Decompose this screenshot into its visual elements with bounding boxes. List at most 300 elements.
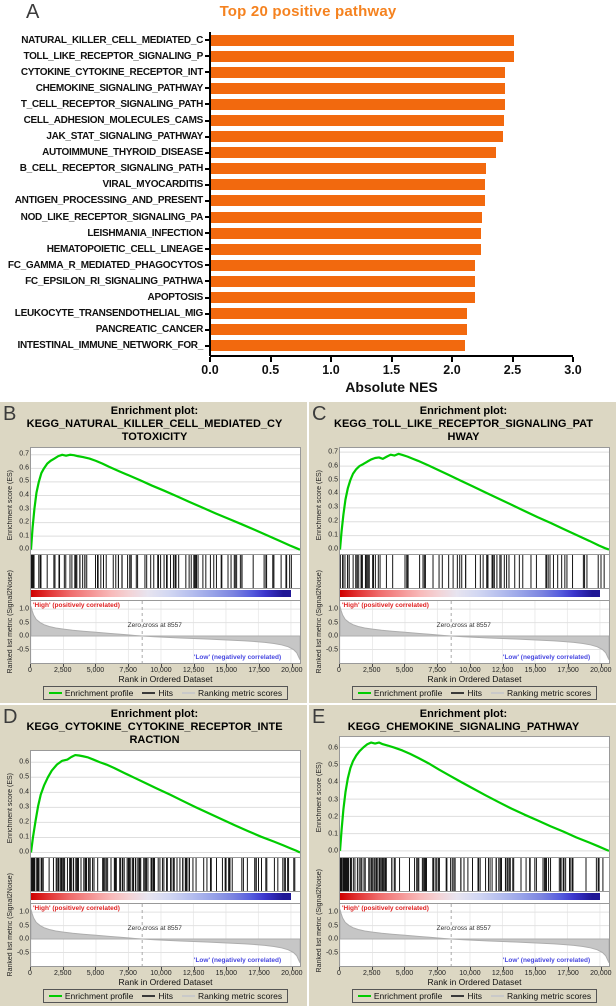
es-tick-label: 0.5 (328, 761, 338, 769)
legend-label: Enrichment profile (373, 991, 443, 1001)
x-tick-label: 0.0 (201, 363, 219, 377)
es-tick-label: 0.6 (328, 744, 338, 752)
gsea-panel-letter: C (312, 403, 327, 425)
gsea-panel-letter: E (312, 706, 326, 728)
legend-label: Hits (158, 991, 174, 1001)
bar-row (0, 338, 616, 354)
x-tick-mark (330, 357, 332, 362)
gsea-plot-column (325, 447, 612, 700)
legend-label: Hits (158, 688, 174, 698)
es-tick-label: 0.2 (328, 517, 338, 525)
bar-label: NOD_LIKE_RECEPTOR_SIGNALING_PA (20, 211, 203, 223)
enrichment-score-chart (328, 736, 610, 858)
high-correlated-label: 'High' (positively correlated) (342, 905, 429, 912)
legend-item (491, 688, 591, 698)
legend-label: Enrichment profile (64, 688, 134, 698)
es-tick-label: 0.3 (328, 796, 338, 804)
es-tick-label: 0.7 (328, 448, 338, 456)
rank-tick-label: 5,000 (86, 970, 105, 977)
gsea-panel-letter: B (3, 403, 17, 425)
bar (210, 131, 503, 142)
gsea-panel (0, 705, 307, 1006)
bar-row (0, 64, 616, 80)
metric-axis-label: Ranked list metric (Signal2Noise) (315, 569, 323, 674)
bar-label: TOLL_LIKE_RECEPTOR_SIGNALING_P (23, 50, 203, 62)
legend-item (182, 688, 282, 698)
bar (210, 163, 486, 174)
es-tick-label: 0.0 (328, 545, 338, 553)
bar (210, 147, 496, 158)
es-tick-label: 0.0 (19, 848, 29, 856)
ranked-metric-area (340, 606, 609, 659)
es-tick-label: 0.1 (328, 830, 338, 838)
x-tick-mark (451, 357, 453, 362)
rank-axis-label: Rank in Ordered Dataset (427, 977, 522, 987)
bar-label: APOPTOSIS (147, 292, 203, 304)
rank-tick-label: 5,000 (86, 667, 105, 674)
es-tick-label: 0.3 (19, 803, 29, 811)
x-tick-label: 3.0 (564, 363, 582, 377)
legend-label: Enrichment profile (64, 991, 134, 1001)
bar (210, 195, 485, 206)
metric-tick-label: 1.0 (328, 908, 338, 916)
metric-axis-label: Ranked list metric (Signal2Noise) (6, 569, 14, 674)
gradient-bar (31, 893, 291, 900)
bar-row (0, 322, 616, 338)
rank-tick-label: 15,000 (524, 970, 547, 977)
zero-cross-label: Zero cross at 8557 (127, 925, 182, 933)
legend-label: Ranking metric scores (507, 688, 592, 698)
metric-tick-label: 1.0 (19, 605, 29, 613)
bar-row (0, 32, 616, 48)
rank-tick-label: 17,500 (248, 667, 270, 674)
legend-label: Hits (467, 991, 483, 1001)
x-tick-label: 0.5 (261, 363, 280, 377)
metric-tick-label: 0.5 (19, 619, 29, 627)
es-tick-label: 0.4 (328, 489, 338, 497)
bar-row (0, 96, 616, 112)
es-tick-label: 0.0 (19, 545, 29, 553)
bar-row (0, 161, 616, 177)
es-tick-label: 0.5 (328, 476, 338, 484)
x-tick-mark (512, 357, 514, 362)
es-tick-label: 0.7 (19, 450, 29, 458)
rank-tick-label: 12,500 (491, 667, 514, 674)
bar-track (210, 147, 573, 158)
bar-row (0, 306, 616, 322)
enrichment-profile-curve (340, 743, 609, 851)
pathway-name: KEGG_NATURAL_KILLER_CELL_MEDIATED_CYTOTOXICITY (26, 418, 283, 444)
rank-tick-label: 0 (28, 667, 32, 674)
bar-row (0, 48, 616, 64)
pathway-name: KEGG_TOLL_LIKE_RECEPTOR_SIGNALING_PATHWAY (334, 418, 593, 444)
gsea-plot-body (313, 447, 610, 700)
bar-track (210, 276, 573, 287)
metric-tick-label: 0.0 (328, 632, 338, 640)
bar (210, 292, 475, 303)
es-tick-label: 0.3 (328, 503, 338, 511)
high-correlated-label: 'High' (positively correlated) (33, 905, 120, 912)
bar-row (0, 290, 616, 306)
rank-tick-label: 10,000 (150, 970, 172, 977)
gsea-panel (309, 705, 616, 1006)
bar-track (210, 35, 573, 46)
bar (210, 228, 481, 239)
metric-axis-label: Ranked list metric (Signal2Noise) (6, 872, 14, 977)
bar-track (210, 212, 573, 223)
legend-item (358, 688, 443, 698)
gsea-panel (0, 402, 307, 703)
legend-item (451, 688, 482, 698)
legend-item (491, 991, 591, 1001)
correlation-gradient (30, 892, 301, 904)
bar (210, 244, 481, 255)
es-tick-label: 0.1 (328, 531, 338, 539)
legend-item (49, 688, 134, 698)
bar (210, 179, 485, 190)
es-tick-label: 0.2 (328, 813, 338, 821)
es-tick-label: 0.2 (19, 518, 29, 526)
x-tick-mark (270, 357, 272, 362)
enrichment-profile-curve (31, 454, 300, 549)
bar (210, 83, 505, 94)
correlation-gradient (339, 892, 610, 904)
metric-tick-label: 0.0 (19, 632, 29, 640)
bar-row (0, 80, 616, 96)
bar-track (210, 51, 573, 62)
rank-axis-ticks (30, 967, 301, 977)
bar (210, 51, 514, 62)
legend-dash-icon (451, 995, 464, 997)
bar-track (210, 115, 573, 126)
bar-label: HEMATOPOIETIC_CELL_LINEAGE (46, 243, 203, 255)
rank-tick-label: 17,500 (557, 970, 579, 977)
enrichment-plot-label: Enrichment plot: (419, 405, 508, 417)
gsea-panel-letter: D (3, 706, 18, 728)
gsea-panel (309, 402, 616, 703)
zero-cross-label: Zero cross at 8557 (436, 925, 491, 933)
bar-track (210, 260, 573, 271)
enrichment-score-chart (19, 447, 301, 555)
bar (210, 260, 475, 271)
ranked-metric-area (340, 909, 609, 962)
hits-strip (339, 555, 610, 589)
legend-item (451, 991, 482, 1001)
rank-tick-label: 20,000 (590, 970, 612, 977)
rank-tick-label: 10,000 (459, 970, 481, 977)
es-tick-label: 0.5 (19, 477, 29, 485)
metric-tick-label: 0.5 (19, 922, 29, 930)
x-tick-mark (391, 357, 393, 362)
legend-label: Ranking metric scores (198, 688, 283, 698)
gradient-bar (340, 590, 600, 597)
bar (210, 99, 505, 110)
pathway-name: KEGG_CHEMOKINE_SIGNALING_PATHWAY (347, 721, 580, 734)
bar (210, 308, 467, 319)
es-tick-label: 0.6 (19, 464, 29, 472)
rank-tick-label: 7,500 (428, 667, 446, 674)
gsea-plot-body (4, 750, 301, 1003)
es-tick-label: 0.4 (19, 491, 29, 499)
zero-cross-label: Zero cross at 8557 (436, 622, 491, 630)
es-tick-label: 0.4 (328, 778, 338, 786)
pathway-name: KEGG_CYTOKINE_CYTOKINE_RECEPTOR_INTERACTION (26, 721, 283, 747)
ranked-metric-chart (16, 904, 301, 967)
legend-dash-icon (358, 995, 371, 997)
correlation-gradient (339, 589, 610, 601)
legend-dash-icon (491, 995, 504, 997)
rank-tick-label: 12,500 (182, 667, 205, 674)
bar-row (0, 177, 616, 193)
ranked-metric-chart (325, 601, 610, 664)
rank-tick-label: 2,500 (362, 970, 381, 977)
gsea-panel-title (24, 708, 285, 748)
low-correlated-label: 'Low' (negatively correlated) (502, 957, 591, 964)
bar-row (0, 145, 616, 161)
bar-track (210, 163, 573, 174)
rank-axis-ticks (339, 664, 610, 674)
rank-tick-label: 20,000 (281, 970, 303, 977)
bar (210, 276, 475, 287)
rank-axis-label: Rank in Ordered Dataset (427, 674, 522, 684)
hits-strip (30, 858, 301, 892)
bar-label: AUTOIMMUNE_THYROID_DISEASE (42, 147, 203, 159)
y-axis-line (209, 32, 211, 356)
gsea-panel-title (333, 405, 594, 445)
metric-tick-label: -0.5 (325, 949, 338, 957)
rank-tick-label: 12,500 (491, 970, 514, 977)
rank-tick-label: 20,000 (590, 667, 612, 674)
bar-track (210, 244, 573, 255)
bar (210, 340, 465, 351)
bar-label: LEUKOCYTE_TRANSENDOTHELIAL_MIG (14, 308, 203, 320)
x-axis-label: Absolute NES (345, 379, 438, 395)
rank-tick-label: 5,000 (395, 667, 414, 674)
rank-tick-label: 7,500 (119, 970, 137, 977)
bar-row (0, 225, 616, 241)
rank-axis-label: Rank in Ordered Dataset (118, 977, 213, 987)
es-tick-label: 0.5 (19, 773, 29, 781)
enrichment-plot-label: Enrichment plot: (110, 708, 199, 720)
enrichment-plot-label: Enrichment plot: (110, 405, 199, 417)
legend-item (182, 991, 282, 1001)
gsea-legend (352, 686, 597, 700)
bar-row (0, 273, 616, 289)
legend-dash-icon (358, 692, 371, 694)
rank-tick-label: 0 (337, 667, 341, 674)
legend-dash-icon (49, 692, 62, 694)
rank-tick-label: 2,500 (362, 667, 381, 674)
gsea-grid (0, 402, 616, 1008)
metric-tick-label: -0.5 (16, 646, 29, 654)
rank-axis-label: Rank in Ordered Dataset (118, 674, 213, 684)
bar-label: FC_GAMMA_R_MEDIATED_PHAGOCYTOS (7, 259, 203, 271)
low-correlated-label: 'Low' (negatively correlated) (193, 654, 282, 661)
gsea-plot-body (4, 447, 301, 700)
bar-track (210, 228, 573, 239)
bar-row (0, 193, 616, 209)
legend-dash-icon (451, 692, 464, 694)
es-axis-label: Enrichment score (ES) (6, 469, 14, 541)
metric-tick-label: 0.5 (328, 619, 338, 627)
rank-tick-label: 10,000 (150, 667, 172, 674)
rank-tick-label: 2,500 (53, 667, 72, 674)
high-correlated-label: 'High' (positively correlated) (342, 602, 429, 609)
rank-axis-ticks (339, 967, 610, 977)
bar (210, 35, 514, 46)
panel-a-title: Top 20 positive pathway (219, 3, 397, 20)
rank-tick-label: 17,500 (557, 667, 579, 674)
correlation-gradient (30, 589, 301, 601)
gsea-plot-body (313, 736, 610, 1003)
legend-dash-icon (182, 692, 195, 694)
bar-label: NATURAL_KILLER_CELL_MEDIATED_C (21, 34, 203, 46)
bar (210, 67, 505, 78)
low-correlated-label: 'Low' (negatively correlated) (193, 957, 282, 964)
bar-track (210, 292, 573, 303)
rank-tick-label: 0 (337, 970, 341, 977)
ranked-metric-area (31, 909, 300, 962)
rank-tick-label: 10,000 (459, 667, 481, 674)
es-tick-label: 0.2 (19, 818, 29, 826)
gsea-axis-gutter (313, 447, 339, 700)
legend-item (49, 991, 134, 1001)
x-tick-mark (209, 357, 211, 362)
bar-row (0, 241, 616, 257)
es-axis-label: Enrichment score (ES) (315, 762, 323, 833)
metric-tick-label: 0.5 (328, 922, 338, 930)
bar-row (0, 112, 616, 128)
bar-row (0, 129, 616, 145)
bar-row (0, 257, 616, 273)
bar-label: VIRAL_MYOCARDITIS (102, 179, 203, 191)
legend-dash-icon (142, 995, 155, 997)
x-tick-label: 2.5 (503, 363, 522, 377)
bar-label: CELL_ADHESION_MOLECULES_CAMS (23, 115, 203, 127)
legend-item (142, 991, 173, 1001)
metric-tick-label: 0.0 (19, 935, 29, 943)
bar-track (210, 83, 573, 94)
enrichment-score-chart (328, 447, 610, 555)
es-tick-label: 0.4 (19, 788, 29, 796)
gsea-panel-title (24, 405, 285, 445)
bar-track (210, 195, 573, 206)
metric-tick-label: -0.5 (325, 646, 338, 654)
legend-dash-icon (182, 995, 195, 997)
ranked-metric-area (31, 606, 300, 659)
x-tick-label: 1.5 (382, 363, 401, 377)
bar-label: LEISHMANIA_INFECTION (87, 227, 203, 239)
bar-track (210, 131, 573, 142)
x-tick-label: 2.0 (443, 363, 461, 377)
bar-track (210, 324, 573, 335)
legend-label: Hits (467, 688, 483, 698)
gradient-bar (31, 590, 291, 597)
es-tick-label: 0.6 (19, 758, 29, 766)
rank-tick-label: 15,000 (215, 667, 238, 674)
x-tick-label: 1.0 (322, 363, 340, 377)
rank-tick-label: 20,000 (281, 667, 303, 674)
metric-axis-label: Ranked list metric (Signal2Noise) (315, 868, 323, 973)
metric-tick-label: 1.0 (19, 908, 29, 916)
enrichment-plot-label: Enrichment plot: (419, 708, 508, 720)
panel-a-letter: A (26, 1, 40, 23)
bar-rows (0, 32, 616, 354)
bar-track (210, 99, 573, 110)
es-tick-label: 0.0 (328, 847, 338, 855)
legend-dash-icon (142, 692, 155, 694)
rank-tick-label: 7,500 (428, 970, 446, 977)
es-tick-label: 0.3 (19, 505, 29, 513)
legend-label: Ranking metric scores (507, 991, 592, 1001)
hits-strip (339, 858, 610, 892)
bar-track (210, 179, 573, 190)
es-tick-label: 0.6 (328, 462, 338, 470)
bar-track (210, 308, 573, 319)
bar-label: FC_EPSILON_RI_SIGNALING_PATHWA (25, 275, 203, 287)
legend-label: Ranking metric scores (198, 991, 283, 1001)
metric-tick-label: -0.5 (16, 949, 29, 957)
es-tick-label: 0.1 (19, 833, 29, 841)
bar-track (210, 67, 573, 78)
bar (210, 212, 482, 223)
gsea-plot-column (325, 736, 612, 1003)
metric-tick-label: 1.0 (328, 605, 338, 613)
gsea-legend (43, 686, 288, 700)
high-correlated-label: 'High' (positively correlated) (33, 602, 120, 609)
rank-tick-label: 17,500 (248, 970, 270, 977)
rank-tick-label: 12,500 (182, 970, 205, 977)
rank-tick-label: 15,000 (524, 667, 547, 674)
gsea-panel-title (333, 708, 594, 734)
rank-tick-label: 15,000 (215, 970, 238, 977)
hits-strip (30, 555, 301, 589)
bar-label: JAK_STAT_SIGNALING_PATHWAY (46, 131, 203, 143)
bar-label: INTESTINAL_IMMUNE_NETWORK_FOR_ (17, 340, 203, 352)
x-tick-mark (572, 357, 574, 362)
bar-label: PANCREATIC_CANCER (95, 324, 203, 336)
gsea-plot-column (16, 750, 303, 1003)
panel-a-bar-chart (0, 0, 616, 400)
es-axis-label: Enrichment score (ES) (315, 469, 323, 541)
es-axis-label: Enrichment score (ES) (6, 772, 14, 844)
enrichment-score-chart (19, 750, 301, 858)
gsea-plot-column (16, 447, 303, 700)
rank-tick-label: 2,500 (53, 970, 72, 977)
bar-label: ANTIGEN_PROCESSING_AND_PRESENT (14, 195, 203, 207)
bar (210, 115, 504, 126)
bar-row (0, 209, 616, 225)
rank-tick-label: 5,000 (395, 970, 414, 977)
zero-cross-label: Zero cross at 8557 (127, 622, 182, 630)
legend-label: Enrichment profile (373, 688, 443, 698)
bar (210, 324, 467, 335)
ranked-metric-chart (16, 601, 301, 664)
gsea-legend (352, 989, 597, 1003)
legend-item (142, 688, 173, 698)
rank-tick-label: 7,500 (119, 667, 137, 674)
gsea-axis-gutter (313, 736, 339, 1003)
bar-label: CHEMOKINE_SIGNALING_PATHWAY (35, 82, 203, 94)
bar-label: CYTOKINE_CYTOKINE_RECEPTOR_INT (20, 66, 203, 78)
rank-tick-label: 0 (28, 970, 32, 977)
bar-label: T_CELL_RECEPTOR_SIGNALING_PATH (20, 98, 203, 110)
ranked-metric-chart (325, 904, 610, 967)
metric-tick-label: 0.0 (328, 935, 338, 943)
low-correlated-label: 'Low' (negatively correlated) (502, 654, 591, 661)
bar-label: B_CELL_RECEPTOR_SIGNALING_PATH (19, 163, 203, 175)
es-tick-label: 0.1 (19, 532, 29, 540)
